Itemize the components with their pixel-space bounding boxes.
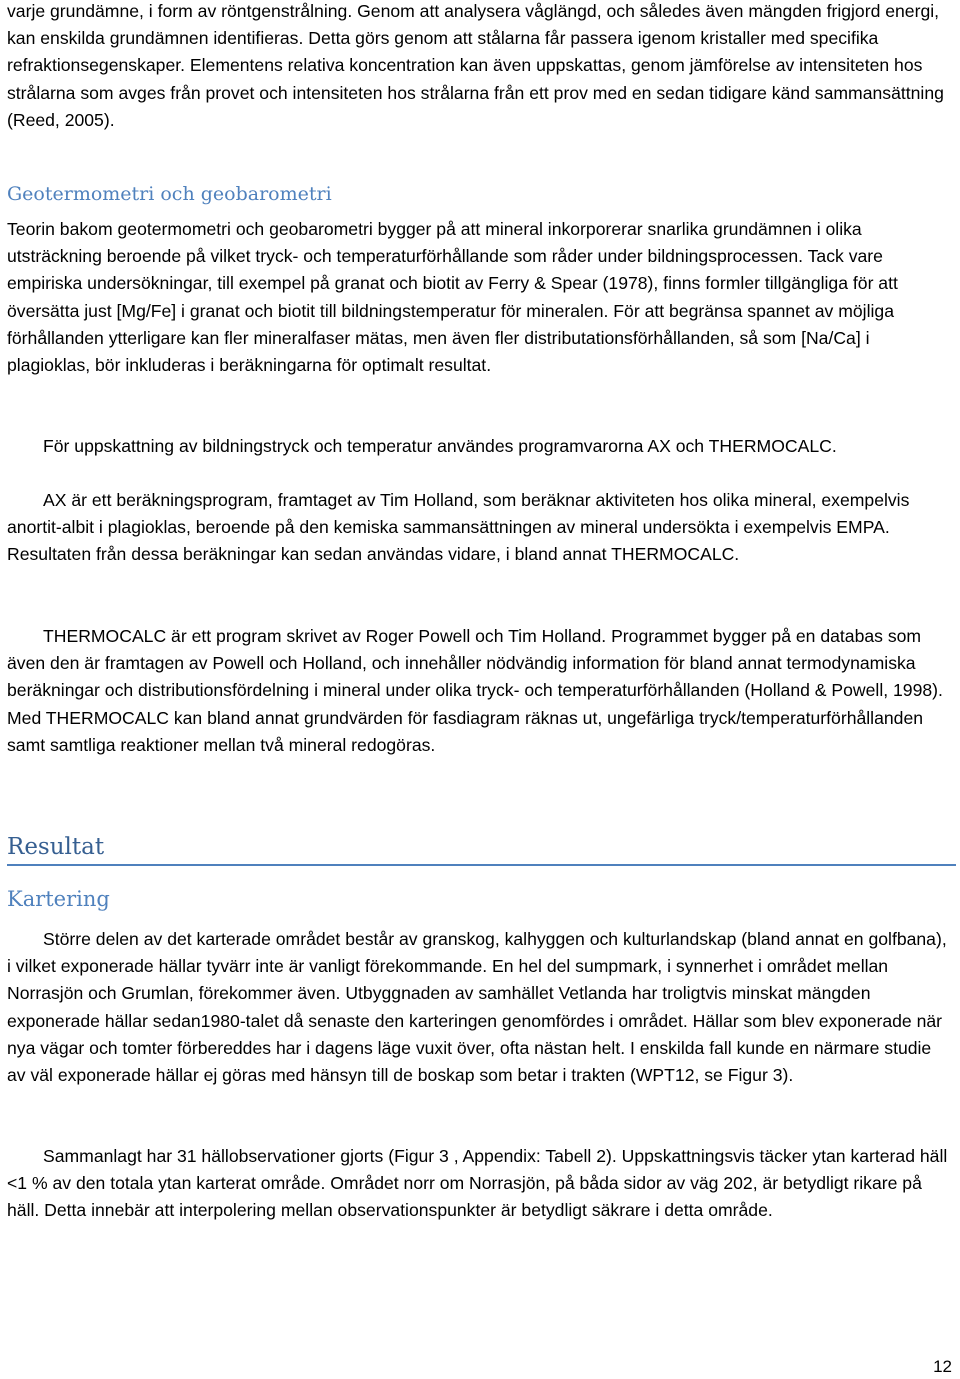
page-number: 12 [933, 1357, 952, 1376]
intro-paragraph: varje grundämne, i form av röntgenstrålning. Genom att analysera våglängd, och således även mängden frigjord energi, kan enskilda grundämnen identifieras. Detta görs genom att stålarna får passera igenom kristaller med specifika refraktionsegenskaper. Elementens relativa koncentration kan även uppskattas, genom jämförelse av intensiteten hos strålarna som avges från provet och intensiteten hos strålarna från ett prov med en sedan tidigare känd sammansättning (Reed, 2005). [7, 1, 944, 130]
geo-paragraph-4: THERMOCALC är ett program skrivet av Roger Powell och Tim Holland. Programmet bygger på en databas som även den är framtagen av Powell och Holland, och innehåller nödvändig information för bland annat termodynamiska beräkningar och distributionsfördelning i mineral under olika tryck- och temperaturförhållanden (Holland & Powell, 1998). Med THERMOCALC kan bland annat grundvärden för fasdiagram räknas ut, ungefärliga tryck/temperaturförhållanden samt samtliga reaktioner mellan två mineral redogöras. [7, 626, 943, 755]
kartering-paragraph-1: Större delen av det karterade området består av granskog, kalhyggen och kulturlandskap (bland annat en golfbana), i vilket exponerade hällar tyvärr inte är vanligt förekommande. En hel del sumpmark, i synnerhet i området mellan Norrasjön och Grumlan, förekommer även. Utbyggnaden av samhället Vetlanda har troligtvis minskat mängden exponerade hällar sedan1980-talet då senaste den karteringen genomfördes i området. Hällar som blev exponerade när nya vägar och tomter förbereddes har i dagens läge vuxit över, ofta nästan helt. I enskilda fall kunde en närmare studie av väl exponerade hällar ej göras med hänsyn till de boskap som betar i trakten (WPT12, se Figur 3). [7, 929, 947, 1086]
kartering-paragraph-2: Sammanlagt har 31 hällobservationer gjorts (Figur 3 , Appendix: Tabell 2). Uppskattningsvis täcker ytan karterad häll <1 % av den totala ytan karterat område. Området norr om Norrasjön, på båda sidor av väg 202, är betydligt rikare på häll. Detta innebär att interpolering mellan observationspunkter är betydligt säkrare i detta område. [7, 1146, 948, 1221]
heading-geotermometri: Geotermometri och geobarometri [7, 183, 332, 205]
heading-kartering: Kartering [7, 887, 110, 911]
geo-paragraph-3: AX är ett beräkningsprogram, framtaget av Tim Holland, som beräknar aktiviteten hos olika mineral, exempelvis anortit-albit i plagioklas, beroende på den kemiska sammansättningen av mineral undersökta i exempelvis EMPA. Resultaten från dessa beräkningar kan sedan användas vidare, i bland annat THERMOCALC. [7, 490, 910, 565]
geo-paragraph-1: Teorin bakom geotermometri och geobarometri bygger på att mineral inkorporerar snarlika grundämnen i olika utsträckning beroende på vilket tryck- och temperaturförhållande som råder under bildningsprocessen. Tack vare empiriska undersökningar, till exempel på granat och biotit av Ferry & Spear (1978), finns formler tillgängliga för att översätta just [Mg/Fe] i granat och biotit till bildningstemperatur för mineralen. För att begränsa spannet av möjliga förhållanden ytterligare kan fler mineralfaser mätas, men även fler distributationsförhållanden, så som [Na/Ca] i plagioklas, bör inkluderas i beräkningarna för optimalt resultat. [7, 219, 898, 376]
heading-underline [7, 864, 956, 866]
geo-paragraph-2: För uppskattning av bildningstryck och temperatur användes programvarorna AX och THERMOCALC. [43, 436, 837, 456]
heading-resultat: Resultat [7, 834, 105, 860]
